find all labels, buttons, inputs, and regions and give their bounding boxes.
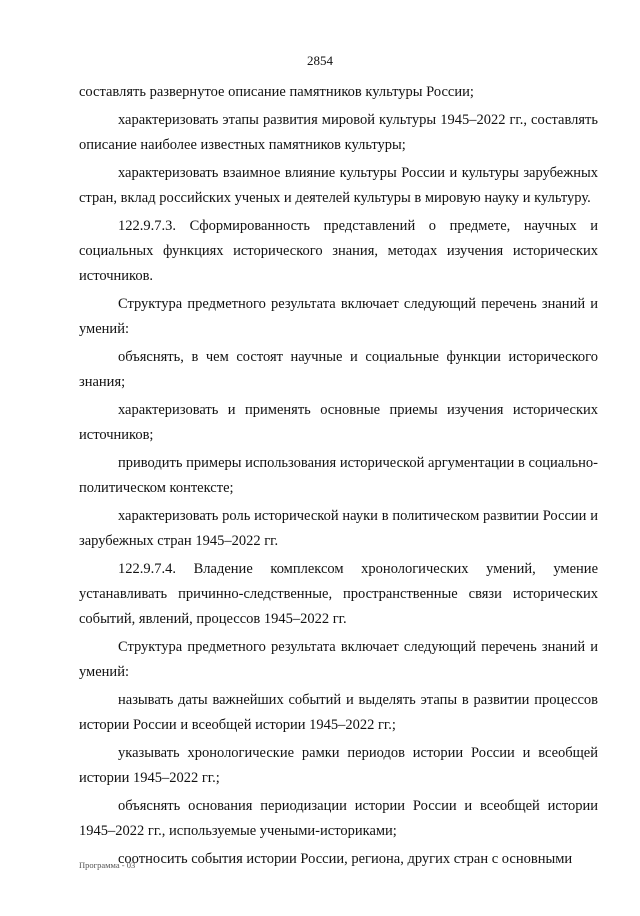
page-number: 2854 <box>307 53 333 68</box>
paragraph-3: характеризовать взаимное влияние культуры России и культуры зарубежных стран, вклад российских ученых и деятелей культуры в мировую науку и культуру. <box>79 165 598 206</box>
section-122-9-7-3: 122.9.7.3. Сформированность представлений о предмете, научных и социальных функциях исторического знания, методах изучения исторических источников. <box>79 218 598 284</box>
paragraph-13: указывать хронологические рамки периодов истории России и всеобщей истории 1945–2022 гг.; <box>79 745 598 786</box>
footer-label: Программа - 03 <box>79 860 136 870</box>
paragraph-2: характеризовать этапы развития мировой культуры 1945–2022 гг., составлять описание наиболее известных памятников культуры; <box>79 112 598 153</box>
paragraph-15: соотносить события истории России, региона, других стран с основными <box>118 851 573 867</box>
paragraph-7: характеризовать и применять основные приемы изучения исторических источников; <box>79 402 598 443</box>
paragraph-structure-2: Структура предметного результата включает следующий перечень знаний и умений: <box>79 639 598 680</box>
document-body <box>79 80 598 872</box>
paragraph-8: приводить примеры использования исторической аргументации в социально-политическом контексте; <box>79 455 598 496</box>
paragraph-9: характеризовать роль исторической науки в политическом развитии России и зарубежных стран 1945–2022 гг. <box>79 508 598 549</box>
paragraph-1: составлять развернутое описание памятников культуры России; <box>79 84 474 100</box>
section-122-9-7-4: 122.9.7.4. Владение комплексом хронологических умений, умение устанавливать причинно-следственные, пространственные связи исторических событий, явлений, процессов 1945–2022 гг. <box>79 561 598 627</box>
paragraph-12: называть даты важнейших событий и выделять этапы в развитии процессов истории России и всеобщей истории 1945–2022 гг.; <box>79 692 598 733</box>
paragraph-structure-1: Структура предметного результата включает следующий перечень знаний и умений: <box>79 296 598 337</box>
paragraph-14: объяснять основания периодизации истории России и всеобщей истории 1945–2022 гг., используемые учеными-историками; <box>79 798 598 839</box>
paragraph-6: объяснять, в чем состоят научные и социальные функции исторического знания; <box>79 349 598 390</box>
